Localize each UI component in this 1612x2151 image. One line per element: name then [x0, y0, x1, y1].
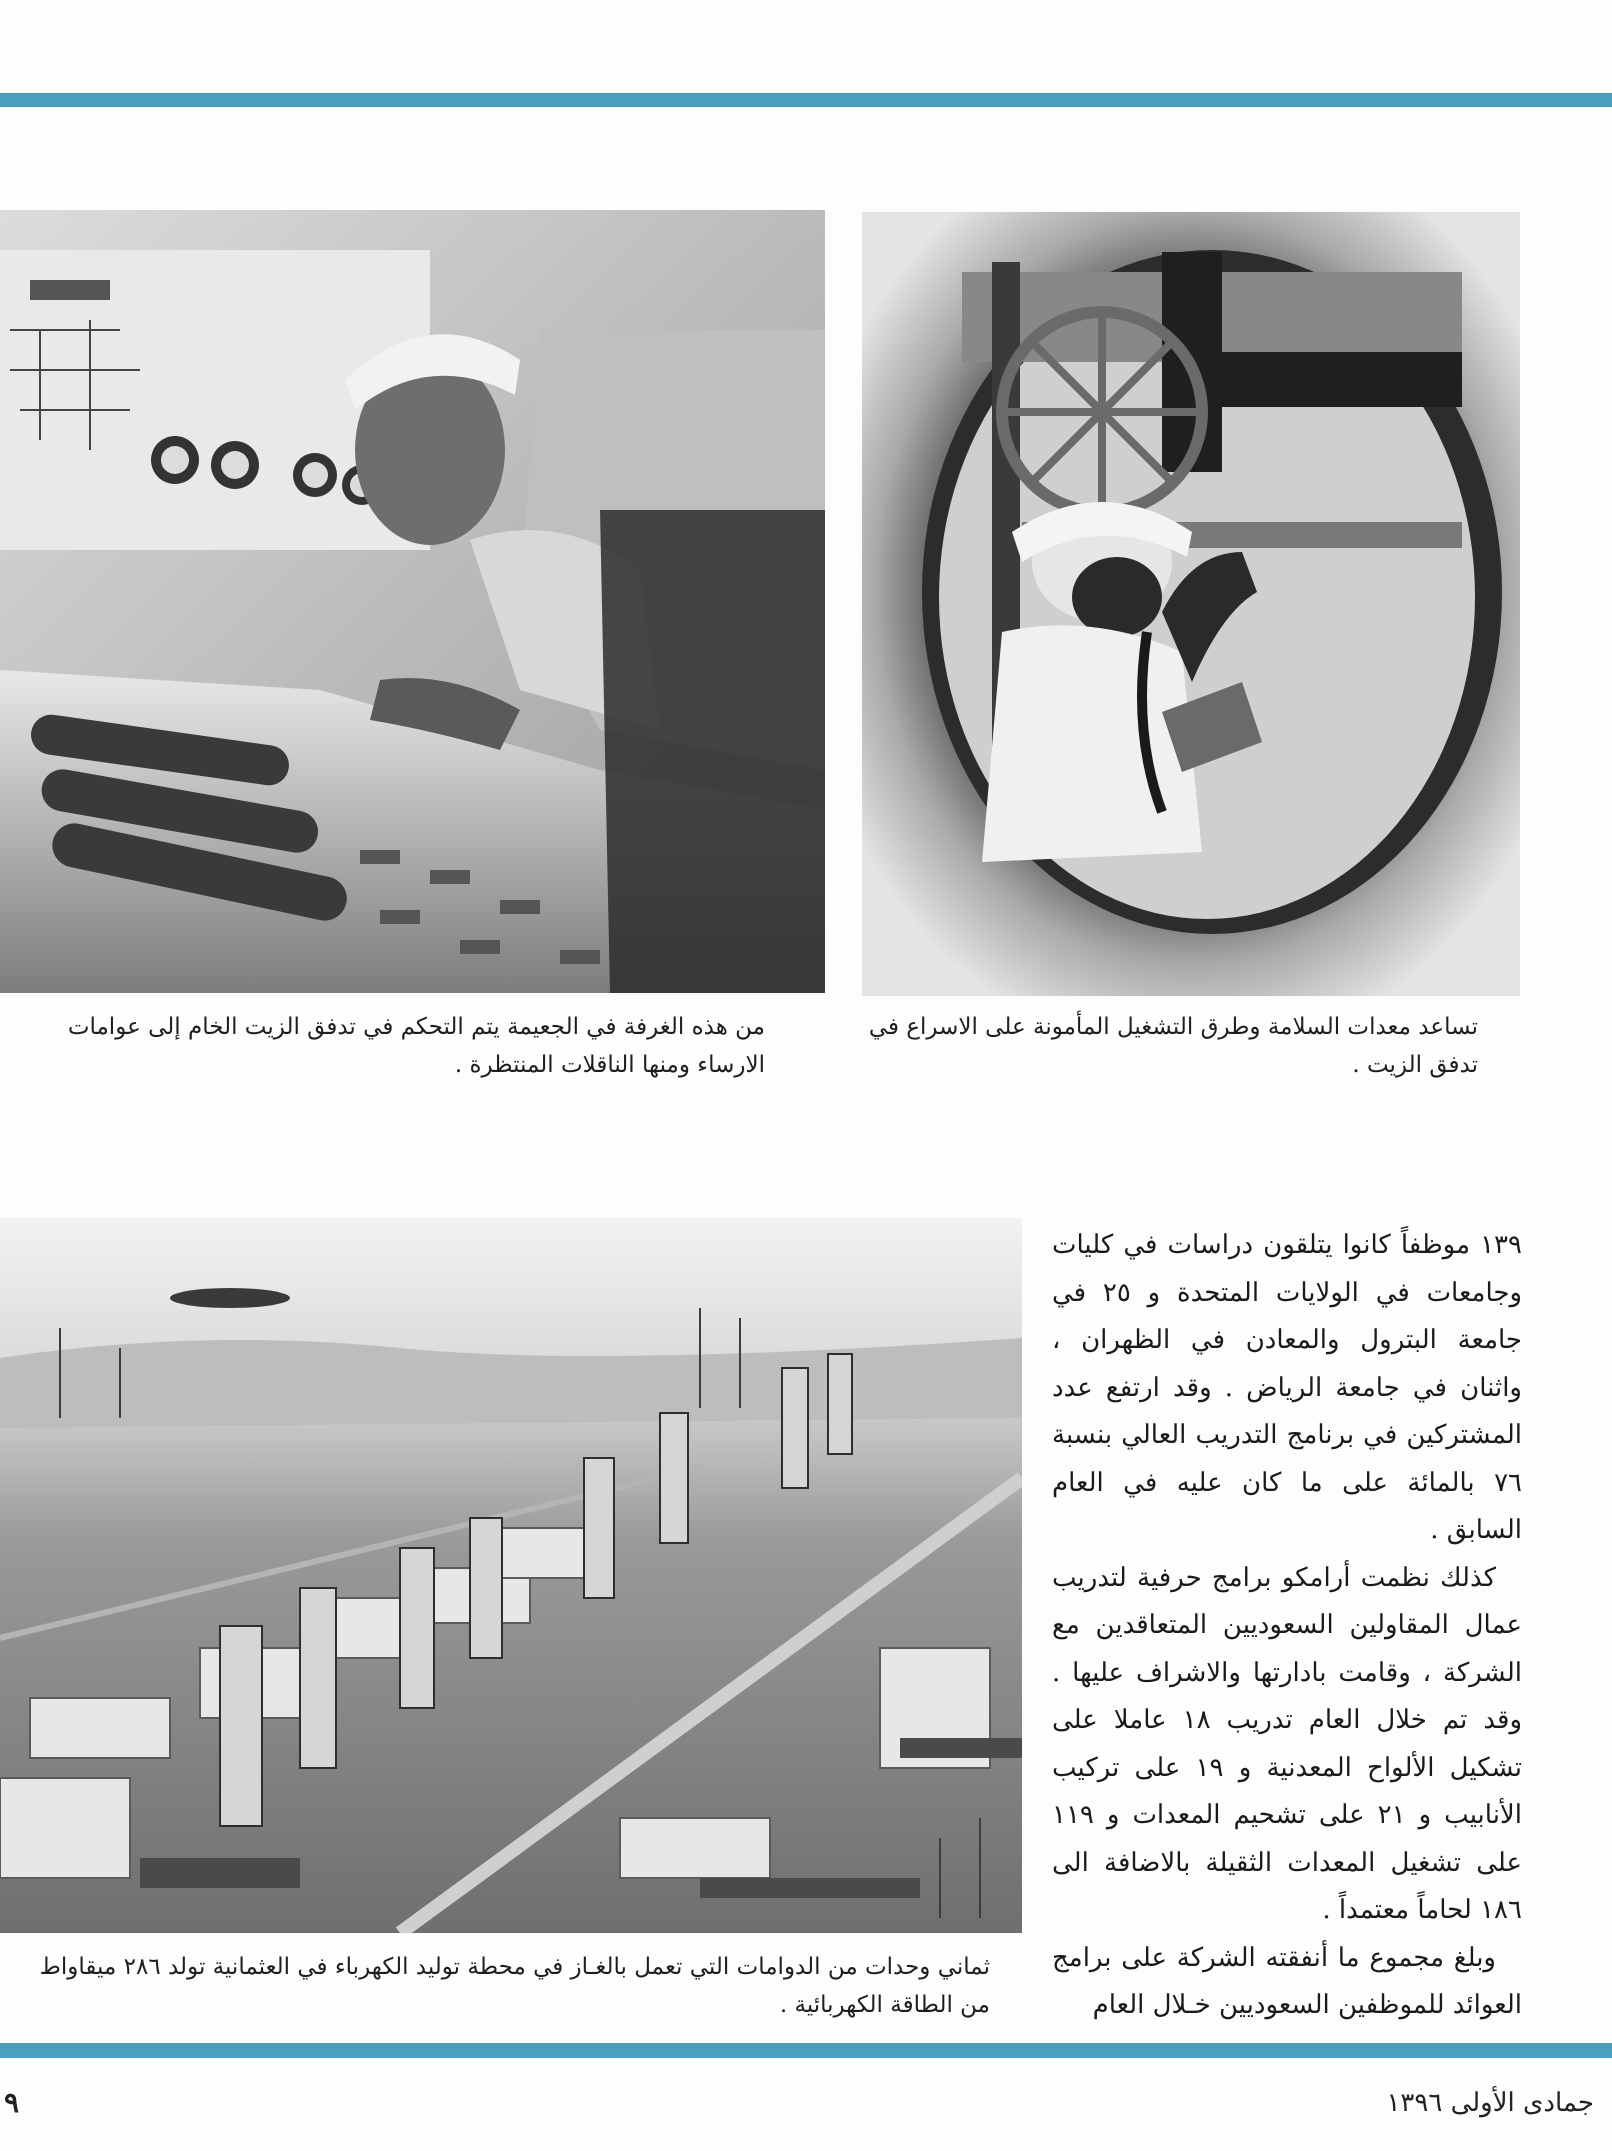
- power-plant-photo: [0, 1218, 1022, 1933]
- article-paragraph: ١٣٩ موظفاً كانوا يتلقون دراسات في كليات وجامعات في الولايات المتحدة و ٢٥ في جامعة البترول والمعادن في الظهران ، واثنان في جامعة الرياض . وقد ارتفع عدد المشتركين في برنامج التدريب العالي بنسبة ٧٦ بالمائة على ما كان عليه في العام السابق .: [1052, 1230, 1522, 1545]
- article-body: [1052, 1222, 1522, 2030]
- top-accent-rule: [0, 93, 1612, 107]
- article-paragraph: كذلك نظمت أرامكو برامج حرفية لتدريب عمال المقاولين السعوديين المتعاقدين مع الشركة ، وقامت بادارتها والاشراف عليها . وقد تم خلال العام تدريب ١٨ عاملا على تشكيل الألواح المعدنية و ١٩ على تركيب الأنابيب و ٢١ على تشحيم المعدات و ١١٩ على تشغيل المعدات الثقيلة بالاضافة الى ١٨٦ لحاماً معتمداً .: [1052, 1562, 1522, 1925]
- control-room-caption: من هذه الغرفة في الجعيمة يتم التحكم في تدفق الزيت الخام إلى عوامات الارساء ومنها الناقلات المنتظرة .: [67, 1014, 765, 1078]
- issue-date: جمادى الأولى ١٣٩٦: [1386, 2088, 1594, 2118]
- safety-pipe-caption: تساعد معدات السلامة وطرق التشغيل المأمونة على الاسراع في تدفق الزيت .: [868, 1014, 1478, 1078]
- control-room-photo: [0, 210, 825, 993]
- power-plant-caption: ثماني وحدات من الدوامات التي تعمل بالغـاز في محطة توليد الكهرباء في العثمانية تولد ٢٨٦ ميقاواط من الطاقة الكهربائية .: [39, 1954, 990, 2018]
- page-number: ٩: [4, 2086, 20, 2119]
- safety-pipe-photo: [862, 212, 1520, 996]
- bottom-accent-rule: [0, 2043, 1612, 2058]
- article-paragraph: وبلغ مجموع ما أنفقته الشركة على برامج العوائد للموظفين السعوديين خـلال العام: [1052, 1942, 1522, 2020]
